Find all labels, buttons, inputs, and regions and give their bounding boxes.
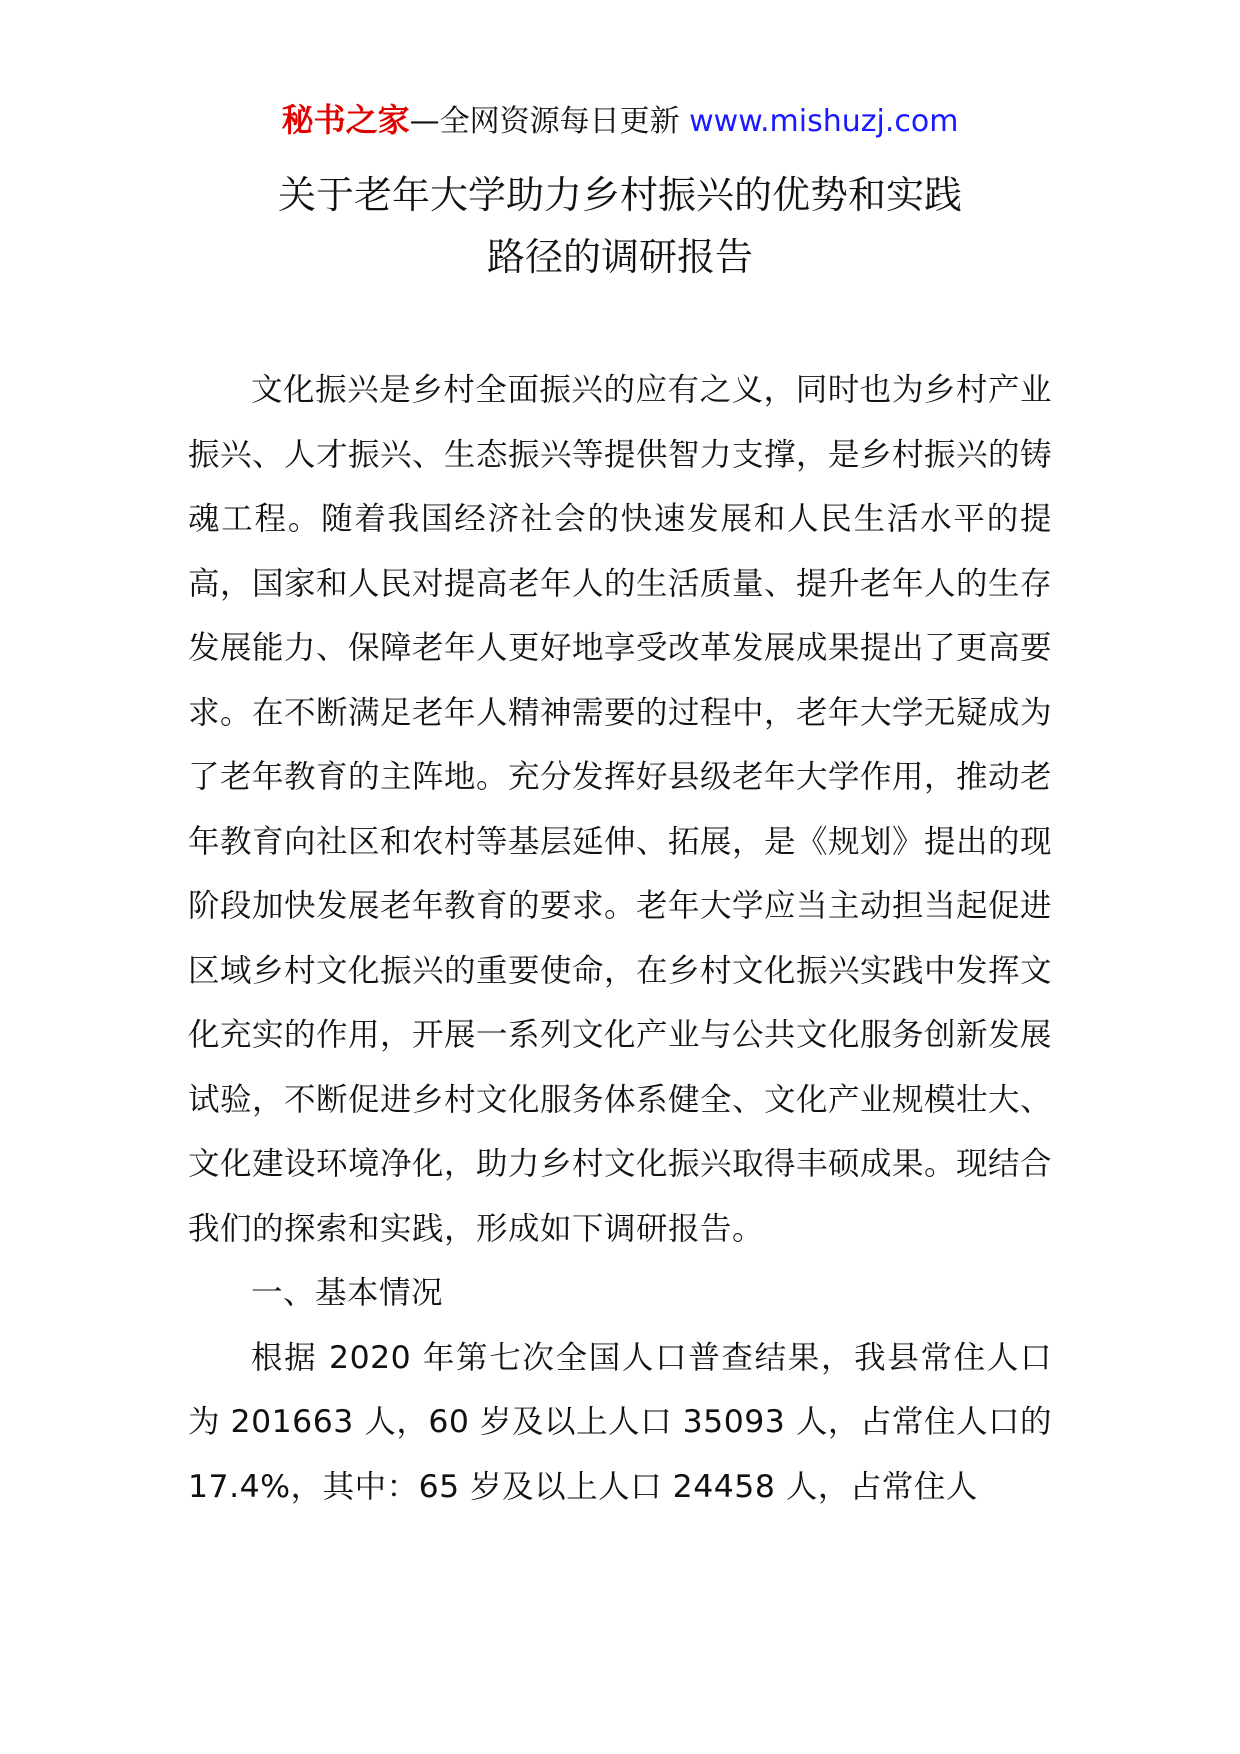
census-paragraph: 根据 2020 年第七次全国人口普查结果，我县常住人口为 201663 人，60 岁及以上人口 35093 人，占常住人口的 17.4%，其中：65 岁及以上人口 24458 人，占常住人 [188,1339,1052,1505]
site-header [0,98,1240,144]
section-heading-basic-situation: 一、基本情况 [251,1275,444,1311]
document-body [188,358,1052,1519]
document-title [0,164,1240,288]
header-tagline: —全网资源每日更新 [409,104,680,139]
title-line-2: 路径的调研报告 [486,235,753,279]
title-line-1: 关于老年大学助力乡村振兴的优势和实践 [277,173,962,217]
brand-name: 秘书之家 [281,101,410,139]
site-url-link[interactable]: www.mishuzj.com [689,104,959,139]
intro-paragraph: 文化振兴是乡村全面振兴的应有之义，同时也为乡村产业振兴、人才振兴、生态振兴等提供智力支撑，是乡村振兴的铸魂工程。随着我国经济社会的快速发展和人民生活水平的提高，国家和人民对提高老年人的生活质量、提升老年人的生存发展能力、保障老年人更好地享受改革发展成果提出了更高要求。在不断满足老年人精神需要的过程中，老年大学无疑成为了老年教育的主阵地。充分发挥好县级老年大学作用，推动老年教育向社区和农村等基层延伸、拓展，是《规划》提出的现阶段加快发展老年教育的要求。老年大学应当主动担当起促进区域乡村文化振兴的重要使命，在乡村文化振兴实践中发挥文化充实的作用，开展一系列文化产业与公共文化服务创新发展试验，不断促进乡村文化服务体系健全、文化产业规模壮大、文化建设环境净化，助力乡村文化振兴取得丰硕成果。现结合我们的探索和实践，形成如下调研报告。 [188,372,1053,1247]
